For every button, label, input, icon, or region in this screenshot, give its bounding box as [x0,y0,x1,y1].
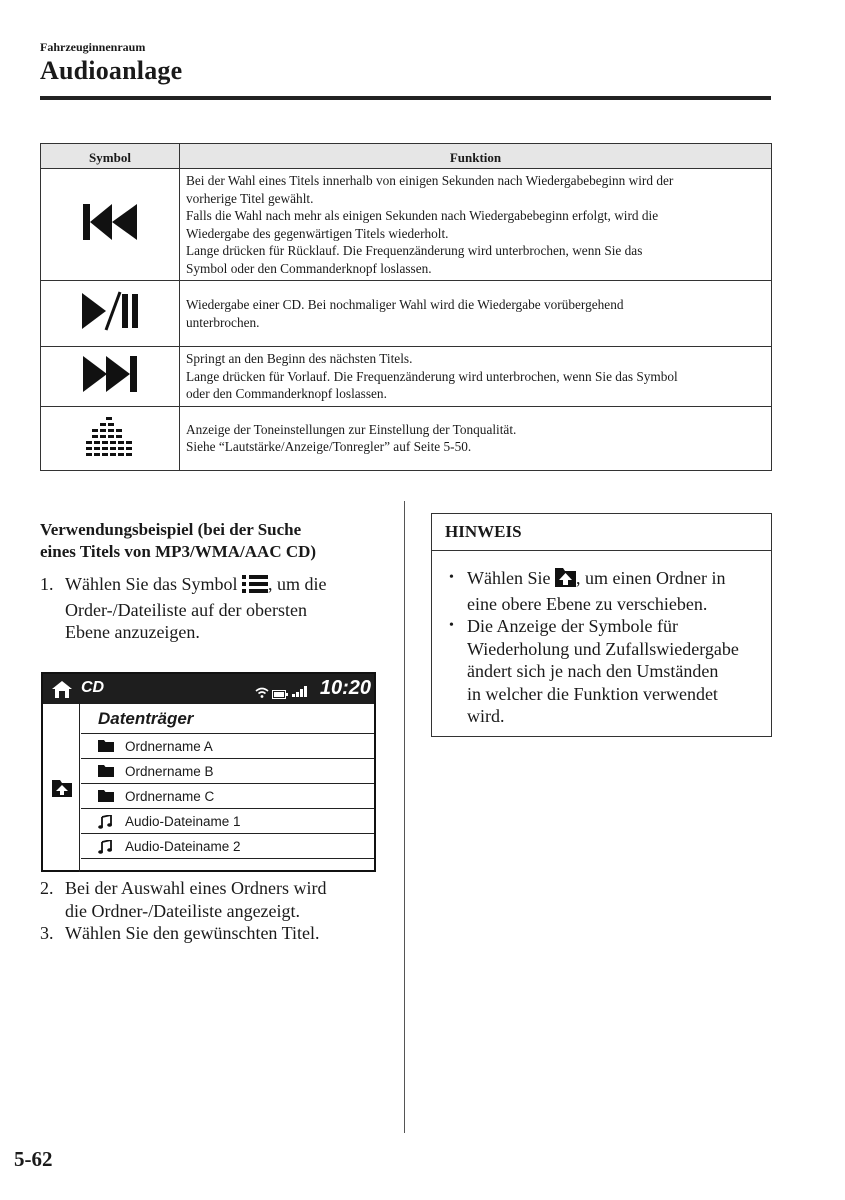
bullet-icon: • [449,570,454,585]
note-text: in welcher die Funktion verwendet [467,683,718,704]
folder-icon [98,790,114,805]
next-track-icon [41,347,180,407]
folder-up-icon[interactable] [52,780,72,802]
equalizer-icon [41,406,180,470]
list-item-label: Ordnername B [125,764,214,779]
screen-sidebar [43,704,80,872]
step-text: Bei der Auswahl eines Ordners wird [65,878,327,898]
row4-line: Anzeige der Toneinstellungen zur Einstellung der Tonqualität. [186,421,517,437]
row1-line: Falls die Wahl nach mehr als einigen Sekunden nach Wiedergabebeginn erfolgt, wird die [186,208,659,223]
screen-header-bar [43,674,374,704]
note-text: Die Anzeige der Symbole für [467,616,678,636]
row3-line: Lange drücken für Vorlauf. Die Frequenzänderung wird unterbrochen, wenn Sie das Symbol [186,368,678,384]
row1-line: Symbol oder den Commanderknopf loslassen. [186,260,432,276]
column-divider [404,501,405,1133]
symbol-table [40,143,772,471]
list-item[interactable] [81,834,374,859]
row1-line: vorherige Titel gewählt. [186,190,314,206]
table-row [41,281,772,347]
row3-line: Springt an den Beginn des nächsten Titels. [186,351,413,366]
bullet-icon: • [449,618,454,633]
step-text: Wählen Sie das Symbol [65,574,242,594]
file-list [81,704,374,859]
folder-up-icon [555,568,576,593]
page-title: Audioanlage [40,56,183,85]
step-text: Order-/Dateiliste auf der obersten [65,599,308,620]
list-item[interactable] [81,784,374,809]
step-2 [40,877,380,922]
table-row [41,347,772,407]
example-heading [40,519,370,563]
symbol-column-header: Symbol [41,144,180,169]
list-item-label: Audio-Dateiname 2 [125,839,241,854]
source-label: CD [81,679,105,696]
list-title: Datenträger [81,704,374,734]
row1-line: Wiedergabe des gegenwärtigen Titels wiederholt. [186,225,449,241]
battery-icon [272,686,288,704]
wifi-icon [255,685,269,703]
row2-line: Wiedergabe einer CD. Bei nochmaliger Wahl wird die Wiedergabe vorübergehend [186,297,624,312]
note-item [449,615,761,728]
table-row [41,406,772,470]
step-1 [40,573,380,644]
note-heading: HINWEIS [432,514,771,551]
folder-icon [98,740,114,755]
folder-icon [98,765,114,780]
note-box [431,513,772,737]
row4-line: Siehe “Lautstärke/Anzeige/Tonregler” auf Seite 5-50. [186,439,472,454]
step-text: , um die [267,574,327,594]
note-text: , um einen Ordner in [575,568,726,588]
example-heading-line: Verwendungsbeispiel (bei der Suche [40,520,302,539]
note-item [449,567,761,615]
section-label: Fahrzeuginnenraum [40,40,146,54]
step-text: Wählen Sie den gewünschten Titel. [65,923,320,943]
title-rule [40,96,771,100]
note-text: eine obere Ebene zu verschieben. [467,593,708,614]
home-icon [52,681,72,703]
list-item-label: Ordnername A [125,739,213,754]
step-number: 1. [40,574,54,594]
row3-line: oder den Commanderknopf loslassen. [186,386,387,401]
row2-line: unterbrochen. [186,314,260,330]
music-note-icon [98,815,112,832]
signal-icon [292,684,308,702]
table-row [41,169,772,281]
step-text: die Ordner-/Dateiliste angezeigt. [65,900,301,921]
step-3 [40,922,380,945]
list-item-label: Ordnername C [125,789,215,804]
list-item[interactable] [81,734,374,759]
list-item[interactable] [81,809,374,834]
list-item[interactable] [81,759,374,784]
note-text: Wiederholung und Zufallswiedergabe [467,638,739,659]
step-text: Ebene anzuzeigen. [65,622,200,642]
page-number: 5-62 [14,1147,53,1171]
note-text: ändert sich je nach den Umständen [467,661,719,681]
note-text: Wählen Sie [467,568,555,588]
row1-line: Bei der Wahl eines Titels innerhalb von einigen Sekunden nach Wiedergabebeginn wird der [186,173,674,188]
music-note-icon [98,840,112,857]
note-text: wird. [467,706,505,726]
function-column-header: Funktion [180,144,772,169]
play-pause-icon [41,281,180,347]
step-number: 2. [40,878,54,898]
table-header-row [41,144,772,169]
previous-track-icon [41,169,180,281]
example-heading-line: eines Titels von MP3/WMA/AAC CD) [40,542,317,561]
list-item-label: Audio-Dateiname 1 [125,814,241,829]
audio-screen [41,672,376,872]
list-menu-icon [242,575,268,599]
row1-line: Lange drücken für Rücklauf. Die Frequenzänderung wird unterbrochen, wenn Sie das [186,243,643,258]
clock-time: 10:20 [319,677,371,699]
step-number: 3. [40,923,54,943]
